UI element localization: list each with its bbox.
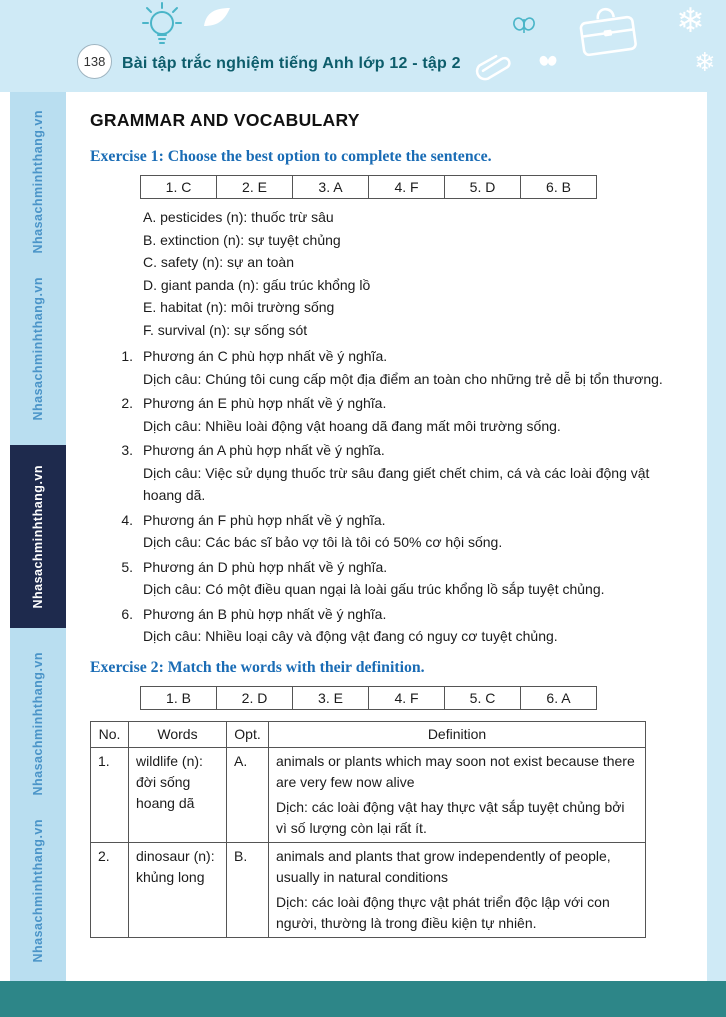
butterfly-icon xyxy=(538,54,558,71)
page-header-title: Bài tập trắc nghiệm tiếng Anh lớp 12 - tập 2 xyxy=(122,55,461,72)
definition-text: animals and plants that grow independently of people, usually in natural conditions xyxy=(276,847,611,885)
watermark-text: Nhasachminhthang.vn xyxy=(31,652,45,796)
answer-row xyxy=(141,686,597,709)
table-row xyxy=(91,842,646,937)
answer-row xyxy=(141,176,597,199)
vocabulary-option: A. pesticides (n): thuốc trừ sâu xyxy=(143,209,334,225)
answer-cell: 2. D xyxy=(217,686,293,709)
column-header-words: Words xyxy=(129,721,227,747)
item-number: 6. xyxy=(121,605,133,622)
leaf-icon xyxy=(200,4,234,30)
word-cell: wildlife (n): đời sống hoang dã xyxy=(129,747,227,842)
watermark-text: Nhasachminhthang.vn xyxy=(31,277,45,421)
watermark-text: Nhasachminhthang.vn xyxy=(31,110,45,254)
definition-cell xyxy=(269,842,646,937)
translation-line: Dịch câu: Có một điều quan ngại là loài gấu trúc khổng lồ sắp tuyệt chủng. xyxy=(143,581,605,597)
answer-choice-line: Phương án C phù hợp nhất về ý nghĩa. xyxy=(143,348,388,364)
answer-cell: 5. D xyxy=(445,176,521,199)
briefcase-icon xyxy=(574,4,642,58)
table-header-row xyxy=(91,721,646,747)
item-number: 2. xyxy=(121,395,133,411)
answer-cell: 4. F xyxy=(369,686,445,709)
exercise2-answer-table xyxy=(140,686,597,710)
column-header-definition: Definition xyxy=(269,721,646,747)
translation-line: Dịch câu: Các bác sĩ bảo vợ tôi là tôi có 50% cơ hội sống. xyxy=(143,534,503,550)
vocabulary-option: F. survival (n): sự sống sót xyxy=(143,321,308,338)
item-number: 4. xyxy=(121,511,133,528)
exercise2-title: Exercise 2: Match the words with their definition. xyxy=(90,658,425,676)
snowflake-icon: ❄ xyxy=(676,1,705,41)
answer-choice-line: Phương án F phù hợp nhất về ý nghĩa. xyxy=(143,511,386,528)
answer-cell: 1. B xyxy=(141,686,217,709)
answer-choice-line: Phương án B phù hợp nhất về ý nghĩa. xyxy=(143,605,387,622)
option-cell: B. xyxy=(227,842,269,937)
answer-cell: 1. C xyxy=(141,176,217,199)
definition-cell xyxy=(269,747,646,842)
watermark-text: Nhasachminhthang.vn xyxy=(31,464,45,609)
exercise1-title: Exercise 1: Choose the best option to complete the sentence. xyxy=(90,148,492,165)
answer-cell: 3. E xyxy=(293,686,369,709)
explanation-item xyxy=(103,345,685,390)
option-cell: A. xyxy=(227,747,269,842)
explanation-item xyxy=(103,556,685,601)
lightbulb-icon xyxy=(134,0,190,54)
answer-choice-line: Phương án D phù hợp nhất về ý nghĩa. xyxy=(143,558,388,575)
explanation-item xyxy=(103,439,685,507)
word-cell: dinosaur (n): khủng long xyxy=(129,842,227,937)
page-number: 138 xyxy=(83,54,106,69)
answer-cell: 4. F xyxy=(369,176,445,199)
table-row xyxy=(91,747,646,842)
column-header-no: No. xyxy=(91,721,129,747)
definition-translation: Dịch: các loài động thực vật phát triển độc lập với con người, thường là trong điều kiện tự nhiên. xyxy=(276,893,610,931)
left-watermark-sidebar xyxy=(10,92,66,981)
answer-choice-line: Phương án A phù hợp nhất về ý nghĩa. xyxy=(143,442,385,458)
translation-line: Dịch câu: Nhiều loại cây và động vật đang có nguy cơ tuyệt chủng. xyxy=(143,628,558,644)
answer-choice-line: Phương án E phù hợp nhất về ý nghĩa. xyxy=(143,395,387,411)
translation-line: Dịch câu: Nhiều loài động vật hoang dã đang mất môi trường sống. xyxy=(143,417,561,434)
row-number-cell: 1. xyxy=(91,747,129,842)
exercise1-explanations xyxy=(90,345,685,648)
answer-cell: 5. C xyxy=(445,686,521,709)
vocabulary-option: B. extinction (n): sự tuyệt chủng xyxy=(143,231,341,248)
answer-cell: 6. A xyxy=(521,686,597,709)
answer-cell: 3. A xyxy=(293,176,369,199)
explanation-item xyxy=(103,603,685,648)
item-number: 5. xyxy=(121,558,133,575)
answer-cell: 6. B xyxy=(521,176,597,199)
watermark-navy-block xyxy=(10,445,66,629)
explanation-item xyxy=(103,392,685,437)
right-margin-strip xyxy=(707,92,726,981)
exercise1-vocabulary-list xyxy=(143,206,685,341)
butterfly-icon xyxy=(512,16,536,36)
vocabulary-option: D. giant panda (n): gấu trúc khổng lồ xyxy=(143,276,371,293)
section-title: GRAMMAR AND VOCABULARY xyxy=(90,110,360,130)
item-number: 1. xyxy=(121,348,133,364)
definition-translation: Dịch: các loài động vật hay thực vật sắp tuyệt chủng bởi vì số lượng còn lại rất ít. xyxy=(276,798,625,836)
exercise1-answer-table xyxy=(140,175,597,199)
explanation-item xyxy=(103,509,685,554)
definition-text: animals or plants which may soon not exist because there are very few now alive xyxy=(276,752,635,790)
bottom-bar xyxy=(0,981,726,1017)
exercise2-definition-table xyxy=(90,721,646,938)
item-number: 3. xyxy=(121,442,133,458)
page-number-badge xyxy=(77,44,112,79)
translation-line: Dịch câu: Việc sử dụng thuốc trừ sâu đang giết chết chim, cá và các loài động vật hoang dã. xyxy=(143,464,650,503)
page-content xyxy=(66,92,707,981)
paperclip-icon xyxy=(469,43,518,90)
translation-line: Dịch câu: Chúng tôi cung cấp một địa điểm an toàn cho những trẻ dễ bị tổn thương. xyxy=(143,370,663,387)
vocabulary-option: E. habitat (n): môi trường sống xyxy=(143,299,335,315)
page-header xyxy=(0,0,726,92)
column-header-opt: Opt. xyxy=(227,721,269,747)
row-number-cell: 2. xyxy=(91,842,129,937)
snowflake-icon: ❄ xyxy=(694,48,716,78)
answer-cell: 2. E xyxy=(217,176,293,199)
vocabulary-option: C. safety (n): sự an toàn xyxy=(143,254,294,270)
watermark-text: Nhasachminhthang.vn xyxy=(31,819,45,963)
